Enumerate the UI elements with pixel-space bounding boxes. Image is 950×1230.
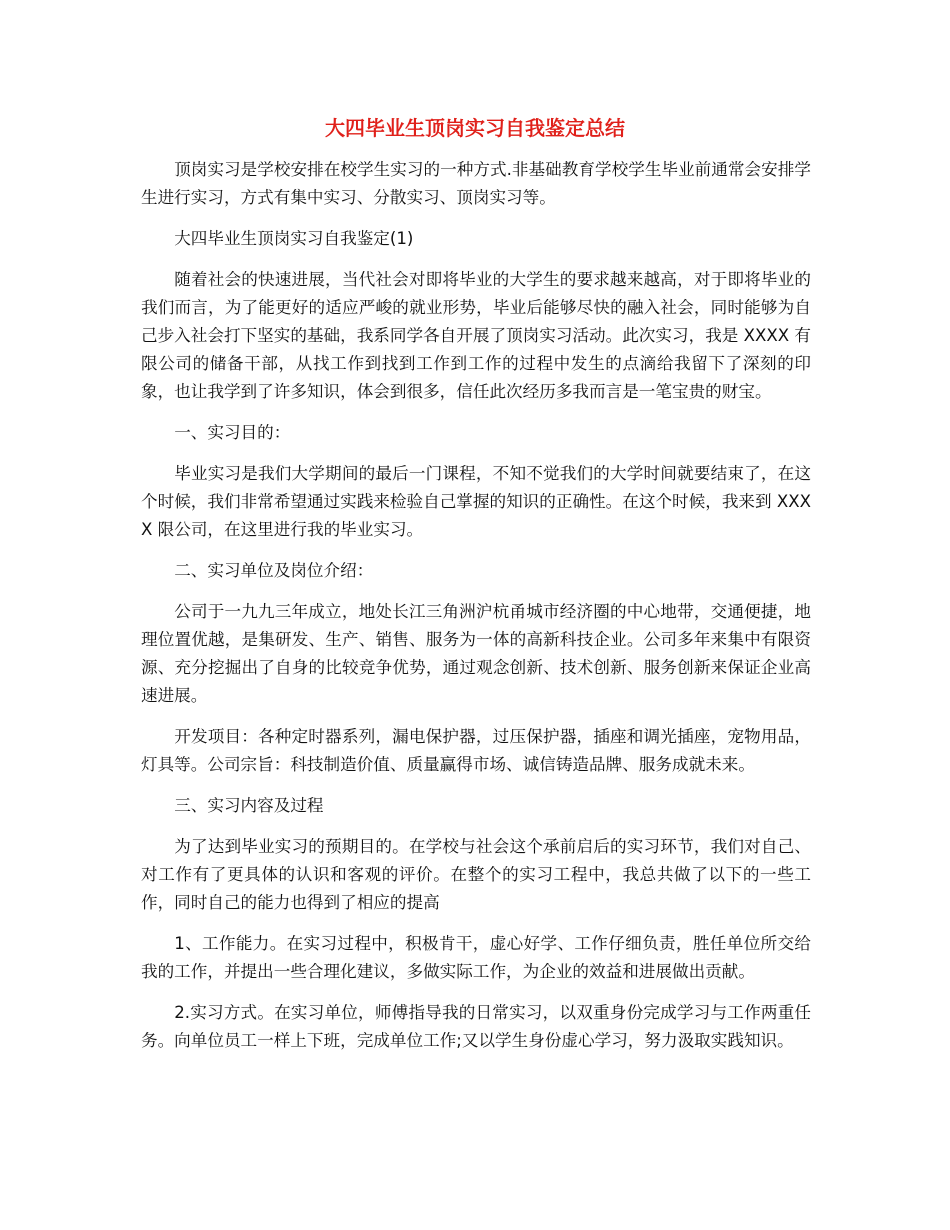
document-title: 大四毕业生顶岗实习自我鉴定总结 (325, 116, 625, 140)
paragraph-products: 开发项目：各种定时器系列，漏电保护器，过压保护器，插座和调光插座，宠物用品，灯具等。公司宗旨：科技制造价值、质量赢得市场、诚信铸造品牌、服务成就未来。 (141, 727, 811, 774)
section-heading-content: 三、实习内容及过程 (174, 796, 324, 815)
paragraph-company: 公司于一九九三年成立，地处长江三角洲沪杭甬城市经济圈的中心地带，交通便捷，地理位置优越，是集研发、生产、销售、服务为一体的高新科技企业。公司多年来集中有限资源、充分挖掘出了自身的比较竞争优势，通过观念创新、技术创新、服务创新来保证企业高速进展。 (141, 602, 811, 705)
paragraph-content: 为了达到毕业实习的预期目的。在学校与社会这个承前启后的实习环节，我们对自己、对工作有了更具体的认识和客观的评价。在整个的实习工程中，我总共做了以下的一些工作，同时自己的能力也得到了相应的提高 (141, 837, 811, 912)
paragraph-ability: 1、工作能力。在实习过程中，积极肯干，虚心好学、工作仔细负责，胜任单位所交给我的工作，并提出一些合理化建议，多做实际工作，为企业的效益和进展做出贡献。 (141, 934, 811, 981)
paragraph-background: 随着社会的快速进展，当代社会对即将毕业的大学生的要求越来越高，对于即将毕业的我们而言，为了能更好的适应严峻的就业形势，毕业后能够尽快的融入社会，同时能够为自己步入社会打下坚实的基础，我系同学各自开展了顶岗实习活动。此次实习，我是 XXXX 有限公司的储备干部，从找工作到找到工作到工作的过程中发生的点滴给我留下了深刻的印象，也让我学到了许多知识，体会到很多，信任此次经历多我而言是一笔宝贵的财宝。 (141, 270, 811, 401)
section-heading-company: 二、实习单位及岗位介绍： (174, 561, 374, 580)
paragraph-intro: 顶岗实习是学校安排在校学生实习的一种方式.非基础教育学校学生毕业前通常会安排学生进行实习，方式有集中实习、分散实习、顶岗实习等。 (141, 160, 811, 207)
section-heading-purpose: 一、实习目的： (174, 423, 291, 442)
paragraph-method: 2.实习方式。在实习单位，师傅指导我的日常实习，以双重身份完成学习与工作两重任务。向单位员工一样上下班，完成单位工作;又以学生身份虚心学习，努力汲取实践知识。 (141, 1003, 811, 1050)
document-body (141, 156, 811, 1068)
paragraph-purpose: 毕业实习是我们大学期间的最后一门课程，不知不觉我们的大学时间就要结束了，在这个时候，我们非常希望通过实践来检验自己掌握的知识的正确性。在这个时候，我来到 XXXX 限公司，在这里进行我的毕业实习。 (141, 464, 811, 539)
paragraph-subtitle: 大四毕业生顶岗实习自我鉴定(1) (174, 229, 414, 248)
